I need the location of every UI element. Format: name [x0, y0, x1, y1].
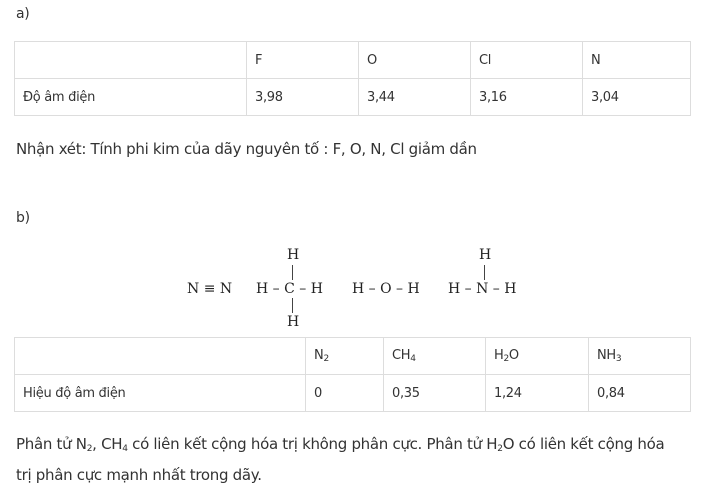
ch4-bottom-h: H — [287, 314, 300, 330]
formula-text: O — [508, 348, 519, 363]
part-a-comment: Nhận xét: Tính phi kim của dãy nguyên tố : F, O, N, Cl giảm dần — [16, 140, 477, 158]
subscript: 4 — [410, 354, 416, 364]
header-cell: N — [583, 42, 691, 79]
formula-text: N — [314, 348, 324, 363]
text: O có liên kết cộng hóa — [502, 435, 665, 453]
header-cell-nh3 — [589, 338, 691, 375]
text: Phân tử N — [16, 435, 87, 453]
part-a-label: a) — [16, 6, 30, 22]
bond-line — [292, 265, 293, 280]
table-row — [15, 375, 691, 412]
table-cell: 3,44 — [359, 79, 471, 116]
header-cell: F — [247, 42, 359, 79]
n2-formula: N ≡ N — [187, 281, 233, 297]
table-header-row — [15, 42, 691, 79]
formula-text: CH — [392, 348, 411, 363]
header-cell — [15, 42, 247, 79]
header-cell-n2 — [306, 338, 384, 375]
header-cell: O — [359, 42, 471, 79]
header-cell-ch4 — [384, 338, 486, 375]
formula-text: NH — [597, 348, 616, 363]
part-b-label: b) — [16, 210, 30, 226]
table-cell: 3,16 — [471, 79, 583, 116]
table-header-row — [15, 338, 691, 375]
row-label: Độ âm điện — [15, 79, 247, 116]
ch4-formula: H – C – H — [256, 281, 323, 297]
ch4-top-h: H — [287, 247, 300, 263]
subscript: 2 — [503, 354, 509, 364]
subscript: 4 — [122, 444, 128, 454]
subscript: 3 — [615, 354, 622, 364]
header-cell — [15, 338, 306, 375]
electronegativity-table — [14, 41, 691, 116]
table-cell: 0,35 — [384, 375, 486, 412]
bond-line — [484, 265, 485, 280]
bond-line — [292, 298, 293, 313]
subscript: 2 — [323, 354, 329, 364]
text: , CH — [92, 435, 123, 453]
table-cell: 3,04 — [583, 79, 691, 116]
table-cell: 0,84 — [589, 375, 691, 412]
table-cell: 3,98 — [247, 79, 359, 116]
table-cell: 0 — [306, 375, 384, 412]
nh3-formula: H – N – H — [448, 281, 517, 297]
header-cell: Cl — [471, 42, 583, 79]
table-row — [15, 79, 691, 116]
nh3-top-h: H — [479, 247, 492, 263]
h2o-formula: H – O – H — [352, 281, 420, 297]
text: trị phân cực mạnh nhất trong dãy. — [16, 466, 262, 484]
subscript: 2 — [497, 444, 503, 454]
electronegativity-difference-table — [14, 337, 691, 412]
formula-text: H — [494, 348, 504, 363]
part-b-conclusion — [16, 431, 706, 488]
header-cell-h2o — [486, 338, 589, 375]
text: có liên kết cộng hóa trị không phân cực. Phân tử H — [127, 435, 498, 453]
subscript: 2 — [86, 444, 93, 454]
table-cell: 1,24 — [486, 375, 589, 412]
row-label: Hiệu độ âm điện — [15, 375, 306, 412]
